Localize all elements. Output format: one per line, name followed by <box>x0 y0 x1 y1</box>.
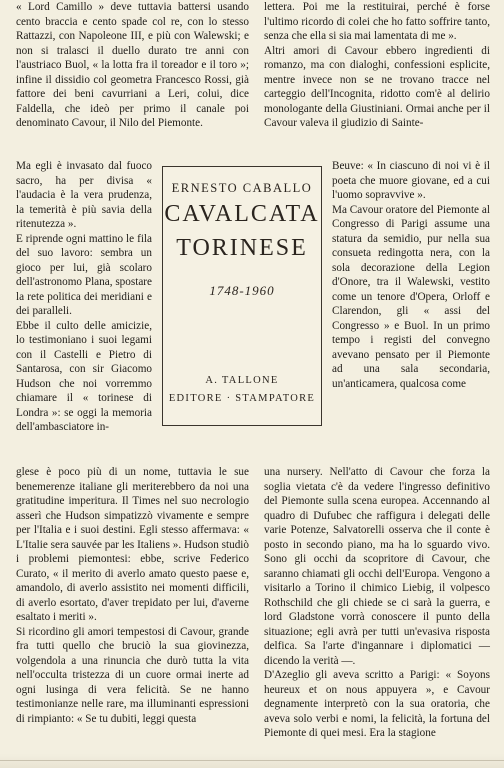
paragraph: Ma Cavour oratore del Piemonte al Congresso di Parigi assume una statura da semidio, pur nella sua consueta redingotta nera, con la sola decorazione della Legion d'Onore, tra il Walewski, vestito come un tenore d'Opera, Orloff e Clarendon, gli « assi del Congresso » e Buol. In un primo tempo i registi del convegno avevano pensato per il Piemonte ad una sala secondaria, un'anticamera, qualcosa come <box>332 203 490 390</box>
book-title-line-2: TORINESE <box>176 235 308 261</box>
bottom-edge-line <box>0 760 504 761</box>
publisher-name: A. TALLONE <box>205 375 279 386</box>
text-column-right-bottom <box>264 465 490 741</box>
paragraph: una nursery. Nell'atto di Cavour che forza la soglia vietata c'è da vedere l'ingresso definitivo del Piemonte sulla scena europea. Accennando al quadro di Dufubec che raffigura i delegati delle varie Potenze, Salvatorelli osserva che il conte è posto in secondo piano, ma ha lo sguardo vivo. Sono gli occhi da scopritore di Cavour, che saranno chiamati gli occhi dell'Europa. Vengono a visitarlo a Torino il chimico Liebig, il volpesco Rothschild che gli chiede se ci sarà la guerra, e lord Gladstone vorrà conoscere il punto della situazione; egli avrà per tutti un'evasiva risposta delfica. Sa l'arte d'ingannare i diplomatici — dicendo la verità —. <box>264 466 490 667</box>
years-span: 1748-1960 <box>209 283 275 298</box>
paragraph: E riprende ogni mattino le fila del suo lavoro: sembra un gioco per lui, già scolaro dell'astronomo Plana, spostare la rete politica dei meridiani e dei paralleli. <box>16 232 152 317</box>
paragraph: Beuve: « In ciascuno di noi vi è il poeta che muore giovane, ed a cui l'uomo sopravvive ». <box>332 160 490 201</box>
paragraph: Si ricordino gli amori tempestosi di Cavour, grande fra tutti quello che bruciò la sua giovinezza, volgendola a una rinuncia che durò tutta la vita nell'occulta tristezza di un cuore ormai inerte ad ogni lusinga di vera felicità. Se ne hanno testimonianze nelle rare, ma illuminanti espressioni di rimpianto: « Se tu dubiti, leggi questa <box>16 625 249 725</box>
paragraph: « Lord Camillo » deve tuttavia battersi usando cento braccia e cento spade col re, con lo stesso Rattazzi, con Napoleone III, e più con Walewski; e non si tralasci il duello durato tre anni con l'austriaco Buol, « la lotta fra il toreador e il toro »; infine il dissidio col geometra Francesco Rossi, già fattore dei beni cavurriani a Leri, colui, dice Faldella, che ideò per primo il canale poi denominato Cavour, il Nilo del Piemonte. <box>16 1 249 129</box>
paragraph: D'Azeglio gli aveva scritto a Parigi: « Soyons heureux et on nous appuyera », e Cavour degnamente interpretò con la sua oratoria, che aveva solo verbi e nomi, la felicità, la fortuna del Piemonte di quei mesi. Era la stagione <box>264 669 490 739</box>
text-column-left-bottom <box>16 465 249 726</box>
book-title-line-1: CAVALCATA <box>164 201 320 227</box>
paragraph: Ebbe il culto delle amicizie, lo testimoniano i suoi legami con il Castelli e Pietro di Santarosa, con sir Giacomo Hudson che noi vorremmo chiamare il « torinese di Londra »: se oggi la memoria dell'ambasciatore in- <box>16 319 152 433</box>
bottom-edge <box>0 754 504 768</box>
title-label <box>162 166 322 426</box>
paragraph: Ma egli è invasato dal fuoco sacro, ha per divisa « l'audacia è la vera prudenza, la temerità è più savia della ritenutezza ». <box>16 160 152 230</box>
text-column-right-top <box>264 0 490 131</box>
text-column-right-middle <box>332 159 490 391</box>
paragraph: lettera. Poi me la restituirai, perché è forse l'ultimo ricordo di colei che ho fatto soffrire tanto, senza che ella si sia mai lamentata di me ». <box>264 1 490 42</box>
text-column-left-middle <box>16 159 152 435</box>
publisher-role: EDITORE · STAMPATORE <box>168 393 316 404</box>
text-column-left-top <box>16 0 249 131</box>
author-name: ERNESTO CABALLO <box>171 181 313 195</box>
paragraph: Altri amori di Cavour ebbero ingredienti di romanzo, ma con dialoghi, confessioni esplicite, mentre invece non se ne trovano tracce nel carteggio dell'Incognita, ridotto com'è al delirio monologante della Giustiniani. Ormai anche per il Cavour valeva il giudizio di Sainte- <box>264 44 490 129</box>
paragraph: glese è poco più di un nome, tuttavia le sue benemerenze italiane gli meriterebbero da noi una gratitudine imperitura. Il Times nel suo necrologio asserì che Hudson simpatizzò vivamente e sempre per l'Italia e i suoi destini. Egli stesso affermava: « L'Italie sera sauvée par les Italiens ». Hudson studiò i problemi piemontesi: ebbe, scrive Federico Curato, « il merito di averlo amato questo paese e, amandolo, di averlo assistito nei momenti difficili, di averlo esortato, d'aver trepidato per lui, d'averne esaltato i meriti ». <box>16 466 249 623</box>
